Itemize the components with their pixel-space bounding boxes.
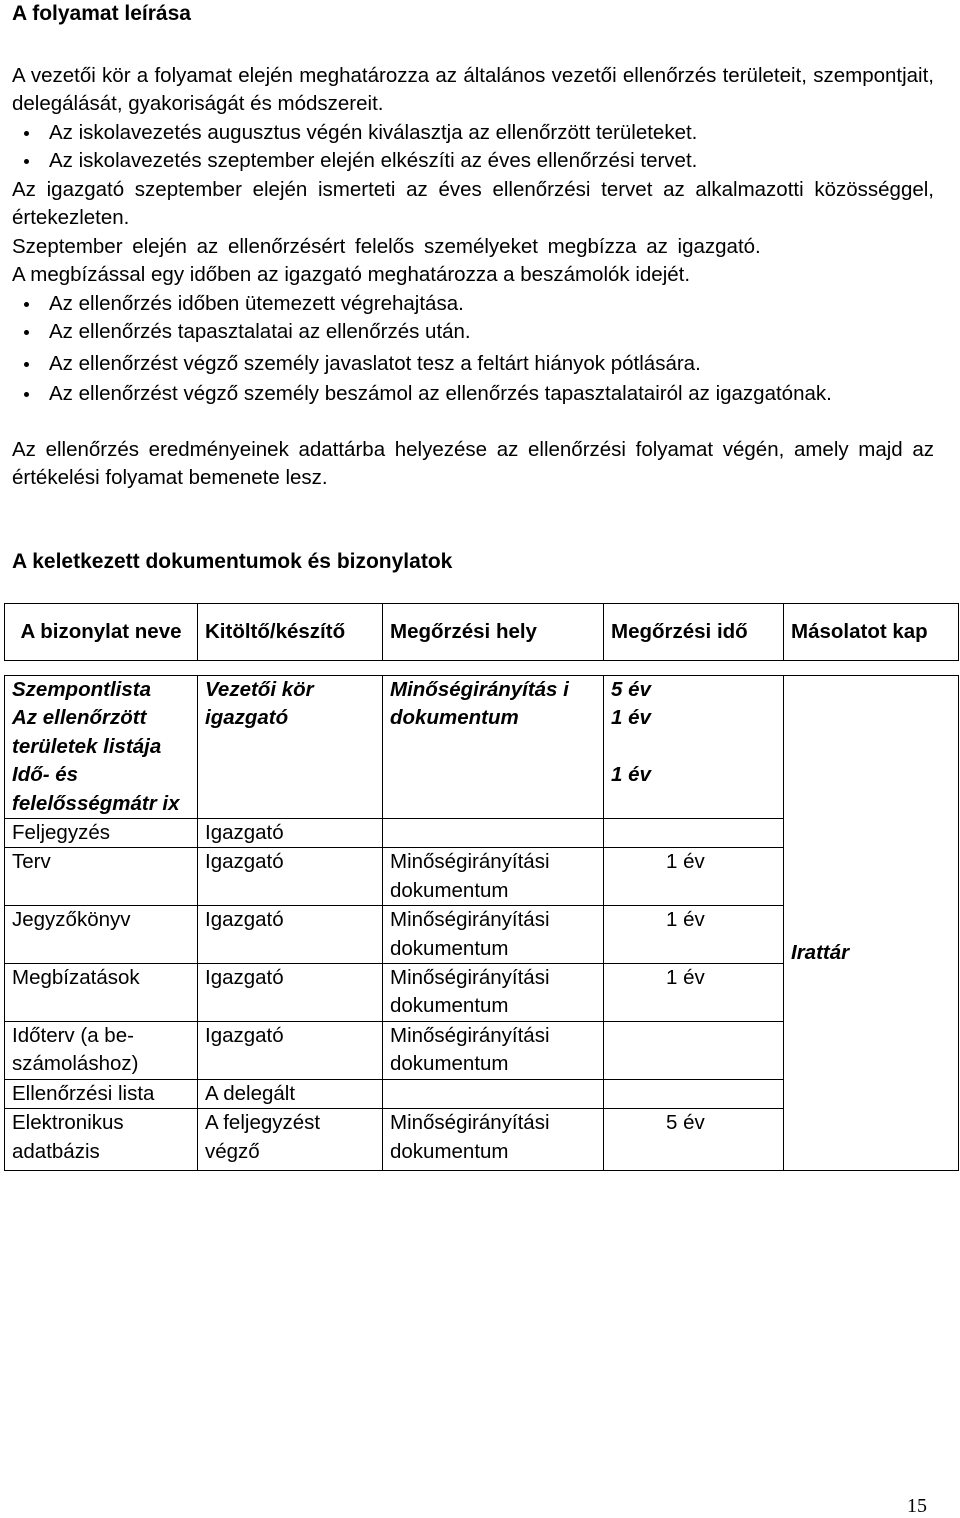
table-cell: Minőségirányítási dokumentum (383, 1021, 604, 1079)
table-cell: Szempontlista Az ellenőrzött területek listája Idő- és felelősségmátr ix (5, 676, 198, 819)
table-cell: Minőségirányítási dokumentum (383, 964, 604, 1022)
bullet-item: Az ellenőrzést végző személy javaslatot tesz a feltárt hiányok pótlására. (12, 350, 934, 378)
table-row (5, 676, 959, 819)
bullet-icon (24, 131, 29, 136)
table-cell: A delegált (198, 1079, 383, 1108)
bullet-icon (24, 159, 29, 164)
bullet-icon (24, 392, 29, 397)
column-header: Megőrzési idő (604, 604, 784, 661)
paragraph: Szeptember elején az ellenőrzésért felelős személyeket megbízza az igazgató. (12, 235, 761, 258)
table-cell (604, 1079, 784, 1108)
column-header: Kitöltő/készítő (198, 604, 383, 661)
table-cell: Igazgató (198, 906, 383, 964)
table-cell (604, 1021, 784, 1079)
table-cell: Időterv (a beszámoláshoz) (5, 1021, 198, 1079)
table-cell (383, 1079, 604, 1108)
paragraph: A megbízással egy időben az igazgató meghatározza a beszámolók idejét. (12, 263, 691, 286)
table-cell: A feljegyzést végző (198, 1109, 383, 1171)
bullet-item: Az iskolavezetés augusztus végén kiválasztja az ellenőrzött területeket. (12, 119, 934, 147)
table-cell: Igazgató (198, 848, 383, 906)
page-number: 15 (907, 1495, 927, 1517)
table-cell: Minőségirányítási dokumentum (383, 848, 604, 906)
table-cell: 1 év (604, 906, 784, 964)
table-cell: Igazgató (198, 1021, 383, 1079)
paragraph: Az ellenőrzés eredményeinek adattárba helyezése az ellenőrzési folyamat végén, amely majd az értékelési folyamat bemenete lesz. (12, 438, 934, 490)
bullet-icon (24, 330, 29, 335)
table-cell: 5 év 1 év 1 év (604, 676, 784, 819)
table-cell (604, 819, 784, 848)
table-cell: Elektronikus adatbázis (5, 1109, 198, 1171)
table-cell: 1 év (604, 848, 784, 906)
bullet-item: Az ellenőrzés időben ütemezett végrehajtása. (12, 290, 934, 318)
section-title-process: A folyamat leírása (12, 2, 191, 25)
table-cell: 5 év (604, 1109, 784, 1171)
table-cell: Ellenőrzési lista (5, 1079, 198, 1108)
table-cell: Igazgató (198, 964, 383, 1022)
column-header: Másolatot kap (784, 604, 959, 661)
table-cell: 1 év (604, 964, 784, 1022)
table-cell: Terv (5, 848, 198, 906)
table-cell: Megbízatások (5, 964, 198, 1022)
documents-table (4, 603, 959, 1171)
table-cell: Minőségirányítási dokumentum (383, 906, 604, 964)
table-header-row (5, 604, 959, 661)
bullet-icon (24, 362, 29, 367)
column-header: A bizonylat neve (5, 604, 198, 661)
bullet-icon (24, 302, 29, 307)
paragraph: Az igazgató szeptember elején ismerteti az éves ellenőrzési tervet az alkalmazotti közösséggel, értekezleten. (12, 178, 934, 230)
table-cell (383, 819, 604, 848)
intro-paragraph: A vezetői kör a folyamat elején meghatározza az általános vezetői ellenőrzés területeit, szempontjait, delegálását, gyakoriságát és módszereit. (12, 64, 934, 116)
table-cell: Jegyzőkönyv (5, 906, 198, 964)
table-cell: Minőségirányítás i dokumentum (383, 676, 604, 819)
table-cell: Feljegyzés (5, 819, 198, 848)
column-header: Megőrzési hely (383, 604, 604, 661)
bullet-item: Az ellenőrzést végző személy beszámol az ellenőrzés tapasztalatairól az igazgatónak. (12, 380, 934, 408)
table-cell: Igazgató (198, 819, 383, 848)
bullet-item: Az iskolavezetés szeptember elején elkészíti az éves ellenőrzési tervet. (12, 147, 934, 175)
table-cell-copy-receiver: Irattár (784, 676, 959, 1171)
bullet-item: Az ellenőrzés tapasztalatai az ellenőrzés után. (12, 318, 934, 346)
table-cell: Vezetői kör igazgató (198, 676, 383, 819)
table-cell: Minőségirányítási dokumentum (383, 1109, 604, 1171)
section-title-documents: A keletkezett dokumentumok és bizonylatok (12, 550, 453, 573)
